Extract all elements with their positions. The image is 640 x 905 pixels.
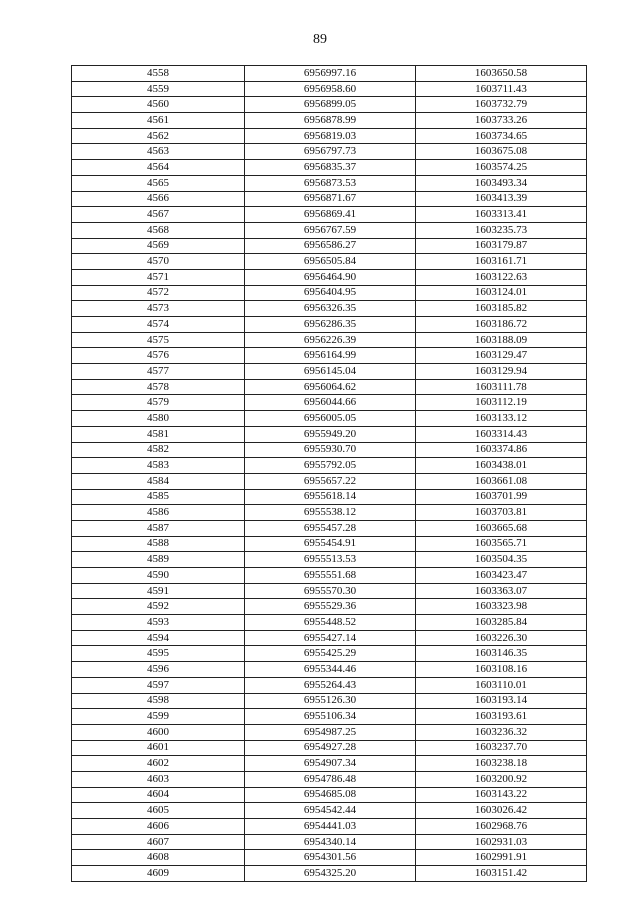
x-coordinate-cell: 6956064.62: [245, 379, 416, 395]
table-row: [72, 693, 587, 709]
x-coordinate-cell: 6956871.67: [245, 191, 416, 207]
point-number-cell: 4598: [72, 693, 245, 709]
table-row: [72, 426, 587, 442]
x-coordinate-cell: 6956505.84: [245, 254, 416, 270]
table-row: [72, 81, 587, 97]
table-row: [72, 411, 587, 427]
coordinates-table-body: [72, 66, 587, 882]
x-coordinate-cell: 6954340.14: [245, 834, 416, 850]
table-row: [72, 709, 587, 725]
point-number-cell: 4587: [72, 520, 245, 536]
point-number-cell: 4600: [72, 724, 245, 740]
table-row: [72, 662, 587, 678]
x-coordinate-cell: 6955529.36: [245, 599, 416, 615]
y-coordinate-cell: 1603675.08: [416, 144, 587, 160]
x-coordinate-cell: 6954927.28: [245, 740, 416, 756]
x-coordinate-cell: 6955427.14: [245, 630, 416, 646]
table-row: [72, 254, 587, 270]
x-coordinate-cell: 6956878.99: [245, 113, 416, 129]
table-row: [72, 301, 587, 317]
y-coordinate-cell: 1603111.78: [416, 379, 587, 395]
table-row: [72, 175, 587, 191]
table-row: [72, 160, 587, 176]
point-number-cell: 4566: [72, 191, 245, 207]
y-coordinate-cell: 1602968.76: [416, 819, 587, 835]
point-number-cell: 4569: [72, 238, 245, 254]
y-coordinate-cell: 1603112.19: [416, 395, 587, 411]
point-number-cell: 4581: [72, 426, 245, 442]
point-number-cell: 4580: [72, 411, 245, 427]
x-coordinate-cell: 6956835.37: [245, 160, 416, 176]
x-coordinate-cell: 6955457.28: [245, 520, 416, 536]
point-number-cell: 4599: [72, 709, 245, 725]
point-number-cell: 4571: [72, 269, 245, 285]
table-row: [72, 850, 587, 866]
point-number-cell: 4574: [72, 317, 245, 333]
point-number-cell: 4562: [72, 128, 245, 144]
y-coordinate-cell: 1603146.35: [416, 646, 587, 662]
table-row: [72, 458, 587, 474]
x-coordinate-cell: 6955657.22: [245, 473, 416, 489]
point-number-cell: 4609: [72, 866, 245, 882]
x-coordinate-cell: 6955454.91: [245, 536, 416, 552]
table-row: [72, 630, 587, 646]
x-coordinate-cell: 6955344.46: [245, 662, 416, 678]
table-row: [72, 144, 587, 160]
x-coordinate-cell: 6954441.03: [245, 819, 416, 835]
x-coordinate-cell: 6956767.59: [245, 222, 416, 238]
table-row: [72, 756, 587, 772]
table-row: [72, 348, 587, 364]
table-row: [72, 191, 587, 207]
y-coordinate-cell: 1603493.34: [416, 175, 587, 191]
point-number-cell: 4605: [72, 803, 245, 819]
table-row: [72, 536, 587, 552]
y-coordinate-cell: 1602931.03: [416, 834, 587, 850]
x-coordinate-cell: 6956869.41: [245, 207, 416, 223]
point-number-cell: 4582: [72, 442, 245, 458]
y-coordinate-cell: 1603238.18: [416, 756, 587, 772]
point-number-cell: 4593: [72, 615, 245, 631]
x-coordinate-cell: 6955792.05: [245, 458, 416, 474]
y-coordinate-cell: 1603665.68: [416, 520, 587, 536]
x-coordinate-cell: 6956464.90: [245, 269, 416, 285]
x-coordinate-cell: 6954987.25: [245, 724, 416, 740]
x-coordinate-cell: 6955538.12: [245, 505, 416, 521]
y-coordinate-cell: 1603026.42: [416, 803, 587, 819]
table-row: [72, 552, 587, 568]
table-row: [72, 222, 587, 238]
table-row: [72, 803, 587, 819]
point-number-cell: 4607: [72, 834, 245, 850]
table-row: [72, 866, 587, 882]
y-coordinate-cell: 1603574.25: [416, 160, 587, 176]
table-row: [72, 615, 587, 631]
y-coordinate-cell: 1603438.01: [416, 458, 587, 474]
point-number-cell: 4603: [72, 771, 245, 787]
x-coordinate-cell: 6956873.53: [245, 175, 416, 191]
y-coordinate-cell: 1603133.12: [416, 411, 587, 427]
x-coordinate-cell: 6954907.34: [245, 756, 416, 772]
point-number-cell: 4576: [72, 348, 245, 364]
y-coordinate-cell: 1603237.70: [416, 740, 587, 756]
table-row: [72, 819, 587, 835]
x-coordinate-cell: 6955930.70: [245, 442, 416, 458]
x-coordinate-cell: 6954685.08: [245, 787, 416, 803]
point-number-cell: 4596: [72, 662, 245, 678]
y-coordinate-cell: 1603285.84: [416, 615, 587, 631]
point-number-cell: 4578: [72, 379, 245, 395]
point-number-cell: 4558: [72, 66, 245, 82]
y-coordinate-cell: 1603186.72: [416, 317, 587, 333]
x-coordinate-cell: 6954301.56: [245, 850, 416, 866]
x-coordinate-cell: 6956997.16: [245, 66, 416, 82]
point-number-cell: 4573: [72, 301, 245, 317]
x-coordinate-cell: 6954542.44: [245, 803, 416, 819]
x-coordinate-cell: 6955448.52: [245, 615, 416, 631]
point-number-cell: 4559: [72, 81, 245, 97]
table-row: [72, 442, 587, 458]
table-row: [72, 771, 587, 787]
x-coordinate-cell: 6956958.60: [245, 81, 416, 97]
x-coordinate-cell: 6955570.30: [245, 583, 416, 599]
x-coordinate-cell: 6956226.39: [245, 332, 416, 348]
point-number-cell: 4597: [72, 677, 245, 693]
point-number-cell: 4560: [72, 97, 245, 113]
table-row: [72, 834, 587, 850]
table-row: [72, 97, 587, 113]
x-coordinate-cell: 6956005.05: [245, 411, 416, 427]
point-number-cell: 4594: [72, 630, 245, 646]
x-coordinate-cell: 6955949.20: [245, 426, 416, 442]
y-coordinate-cell: 1603363.07: [416, 583, 587, 599]
y-coordinate-cell: 1603185.82: [416, 301, 587, 317]
point-number-cell: 4565: [72, 175, 245, 191]
y-coordinate-cell: 1603226.30: [416, 630, 587, 646]
x-coordinate-cell: 6956797.73: [245, 144, 416, 160]
x-coordinate-cell: 6956899.05: [245, 97, 416, 113]
point-number-cell: 4585: [72, 489, 245, 505]
table-row: [72, 364, 587, 380]
table-row: [72, 568, 587, 584]
y-coordinate-cell: 1603193.61: [416, 709, 587, 725]
y-coordinate-cell: 1603200.92: [416, 771, 587, 787]
table-row: [72, 583, 587, 599]
point-number-cell: 4595: [72, 646, 245, 662]
point-number-cell: 4608: [72, 850, 245, 866]
y-coordinate-cell: 1603423.47: [416, 568, 587, 584]
y-coordinate-cell: 1603711.43: [416, 81, 587, 97]
y-coordinate-cell: 1603701.99: [416, 489, 587, 505]
y-coordinate-cell: 1603703.81: [416, 505, 587, 521]
point-number-cell: 4604: [72, 787, 245, 803]
x-coordinate-cell: 6955264.43: [245, 677, 416, 693]
table-row: [72, 207, 587, 223]
table-row: [72, 489, 587, 505]
x-coordinate-cell: 6955425.29: [245, 646, 416, 662]
y-coordinate-cell: 1603650.58: [416, 66, 587, 82]
y-coordinate-cell: 1603565.71: [416, 536, 587, 552]
y-coordinate-cell: 1602991.91: [416, 850, 587, 866]
x-coordinate-cell: 6956326.35: [245, 301, 416, 317]
point-number-cell: 4568: [72, 222, 245, 238]
y-coordinate-cell: 1603110.01: [416, 677, 587, 693]
table-row: [72, 66, 587, 82]
table-row: [72, 128, 587, 144]
y-coordinate-cell: 1603129.47: [416, 348, 587, 364]
point-number-cell: 4606: [72, 819, 245, 835]
y-coordinate-cell: 1603732.79: [416, 97, 587, 113]
x-coordinate-cell: 6956404.95: [245, 285, 416, 301]
table-row: [72, 395, 587, 411]
point-number-cell: 4591: [72, 583, 245, 599]
y-coordinate-cell: 1603323.98: [416, 599, 587, 615]
point-number-cell: 4575: [72, 332, 245, 348]
point-number-cell: 4572: [72, 285, 245, 301]
table-row: [72, 285, 587, 301]
y-coordinate-cell: 1603143.22: [416, 787, 587, 803]
table-row: [72, 724, 587, 740]
page-number: 89: [313, 32, 327, 47]
point-number-cell: 4584: [72, 473, 245, 489]
point-number-cell: 4592: [72, 599, 245, 615]
table-row: [72, 379, 587, 395]
y-coordinate-cell: 1603236.32: [416, 724, 587, 740]
table-row: [72, 238, 587, 254]
table-row: [72, 473, 587, 489]
y-coordinate-cell: 1603188.09: [416, 332, 587, 348]
y-coordinate-cell: 1603235.73: [416, 222, 587, 238]
y-coordinate-cell: 1603179.87: [416, 238, 587, 254]
x-coordinate-cell: 6955618.14: [245, 489, 416, 505]
table-row: [72, 113, 587, 129]
x-coordinate-cell: 6955106.34: [245, 709, 416, 725]
y-coordinate-cell: 1603124.01: [416, 285, 587, 301]
table-row: [72, 317, 587, 333]
coordinates-table: [71, 65, 587, 882]
x-coordinate-cell: 6956145.04: [245, 364, 416, 380]
point-number-cell: 4579: [72, 395, 245, 411]
y-coordinate-cell: 1603122.63: [416, 269, 587, 285]
x-coordinate-cell: 6955551.68: [245, 568, 416, 584]
table-row: [72, 646, 587, 662]
y-coordinate-cell: 1603108.16: [416, 662, 587, 678]
y-coordinate-cell: 1603151.42: [416, 866, 587, 882]
point-number-cell: 4583: [72, 458, 245, 474]
x-coordinate-cell: 6956286.35: [245, 317, 416, 333]
x-coordinate-cell: 6954325.20: [245, 866, 416, 882]
x-coordinate-cell: 6956164.99: [245, 348, 416, 364]
table-row: [72, 677, 587, 693]
x-coordinate-cell: 6955513.53: [245, 552, 416, 568]
point-number-cell: 4564: [72, 160, 245, 176]
x-coordinate-cell: 6955126.30: [245, 693, 416, 709]
point-number-cell: 4602: [72, 756, 245, 772]
point-number-cell: 4586: [72, 505, 245, 521]
point-number-cell: 4561: [72, 113, 245, 129]
point-number-cell: 4588: [72, 536, 245, 552]
y-coordinate-cell: 1603374.86: [416, 442, 587, 458]
table-row: [72, 599, 587, 615]
x-coordinate-cell: 6956819.03: [245, 128, 416, 144]
table-row: [72, 787, 587, 803]
table-row: [72, 740, 587, 756]
table-row: [72, 520, 587, 536]
y-coordinate-cell: 1603734.65: [416, 128, 587, 144]
y-coordinate-cell: 1603413.39: [416, 191, 587, 207]
point-number-cell: 4570: [72, 254, 245, 270]
y-coordinate-cell: 1603161.71: [416, 254, 587, 270]
point-number-cell: 4589: [72, 552, 245, 568]
point-number-cell: 4601: [72, 740, 245, 756]
x-coordinate-cell: 6954786.48: [245, 771, 416, 787]
point-number-cell: 4577: [72, 364, 245, 380]
y-coordinate-cell: 1603313.41: [416, 207, 587, 223]
y-coordinate-cell: 1603193.14: [416, 693, 587, 709]
point-number-cell: 4567: [72, 207, 245, 223]
x-coordinate-cell: 6956044.66: [245, 395, 416, 411]
y-coordinate-cell: 1603504.35: [416, 552, 587, 568]
table-row: [72, 332, 587, 348]
y-coordinate-cell: 1603661.08: [416, 473, 587, 489]
y-coordinate-cell: 1603129.94: [416, 364, 587, 380]
x-coordinate-cell: 6956586.27: [245, 238, 416, 254]
y-coordinate-cell: 1603314.43: [416, 426, 587, 442]
table-row: [72, 505, 587, 521]
table-row: [72, 269, 587, 285]
point-number-cell: 4563: [72, 144, 245, 160]
point-number-cell: 4590: [72, 568, 245, 584]
y-coordinate-cell: 1603733.26: [416, 113, 587, 129]
